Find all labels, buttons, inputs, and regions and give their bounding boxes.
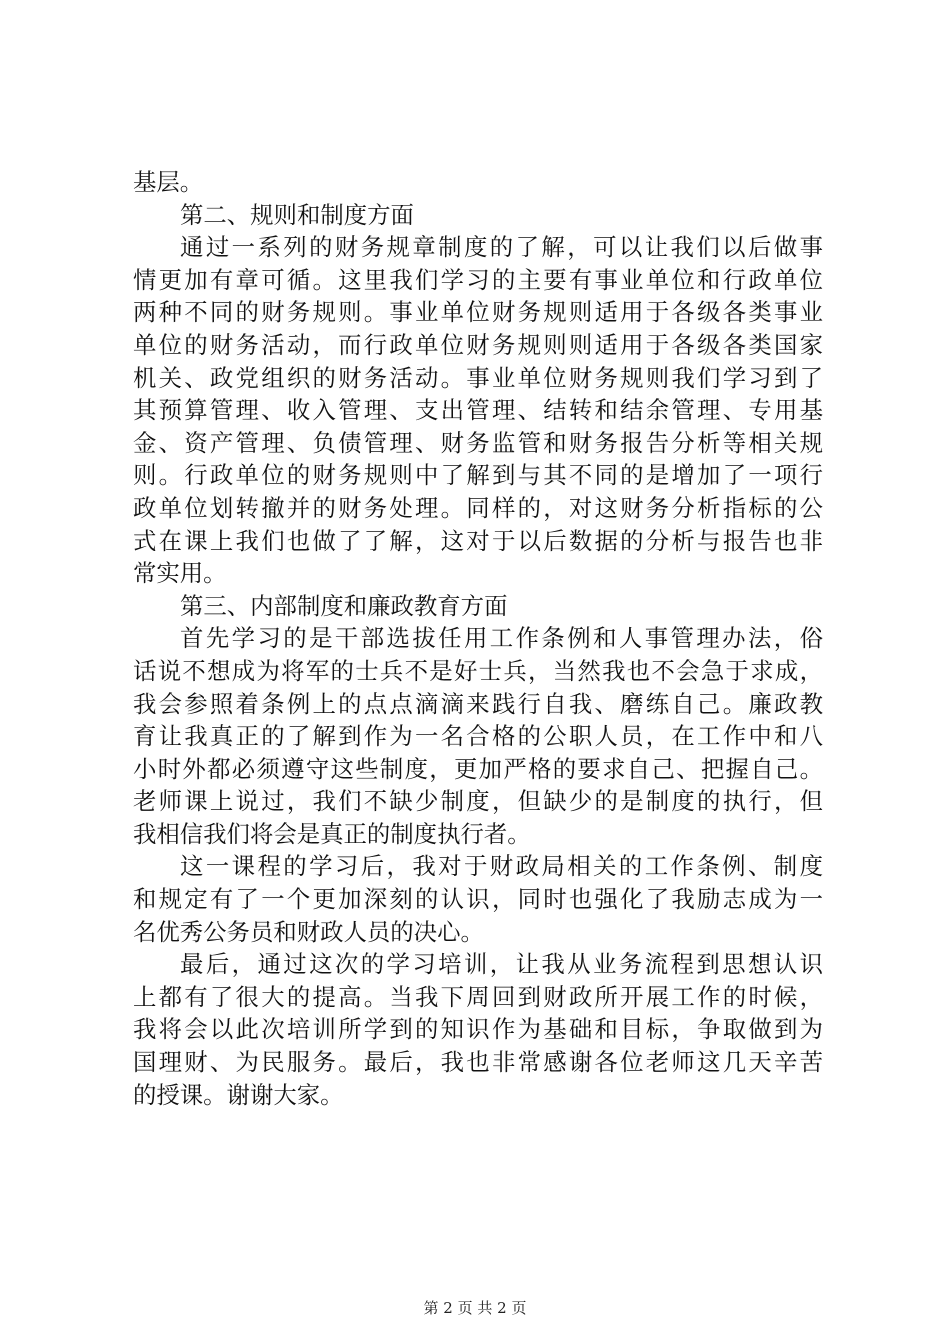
text-line: 基层。 <box>133 168 204 196</box>
text-line: 老师课上说过，我们不缺少制度，但缺少的是制度的执行，但 <box>133 787 823 816</box>
text-line: 常实用。 <box>133 559 227 588</box>
text-line: 最后，通过这次的学习培训，让我从业务流程到思想认识 <box>180 950 823 979</box>
text-line: 两种不同的财务规则。事业单位财务规则适用于各级各类事业 <box>133 298 823 327</box>
text-line: 国理财、为民服务。最后，我也非常感谢各位老师这几天辛苦 <box>133 1048 823 1077</box>
text-line: 和规定有了一个更加深刻的认识，同时也强化了我励志成为一 <box>133 885 823 914</box>
text-line: 机关、政党组织的财务活动。事业单位财务规则我们学习到了 <box>133 363 823 392</box>
text-line: 金、资产管理、负债管理、财务监管和财务报告分析等相关规 <box>133 428 823 457</box>
text-line: 其预算管理、收入管理、支出管理、结转和结余管理、专用基 <box>133 396 823 425</box>
text-line: 我会参照着条例上的点点滴滴来践行自我、磨练自己。廉政教 <box>133 689 823 718</box>
text-line: 首先学习的是干部选拔任用工作条例和人事管理办法，俗 <box>180 624 823 653</box>
text-line: 我相信我们将会是真正的制度执行者。 <box>133 819 531 848</box>
text-line: 育让我真正的了解到作为一名合格的公职人员，在工作中和八 <box>133 722 823 751</box>
text-line: 小时外都必须遵守这些制度，更加严格的要求自己、把握自己。 <box>133 754 823 783</box>
text-line: 话说不想成为将军的士兵不是好士兵，当然我也不会急于求成， <box>133 656 823 685</box>
text-line: 上都有了很大的提高。当我下周回到财政所开展工作的时候， <box>133 982 823 1011</box>
text-line: 第二、规则和制度方面 <box>180 200 414 229</box>
text-line: 政单位划转撤并的财务处理。同样的，对这财务分析指标的公 <box>133 493 823 522</box>
text-line: 单位的财务活动，而行政单位财务规则则适用于各级各类国家 <box>133 330 823 359</box>
text-line: 情更加有章可循。这里我们学习的主要有事业单位和行政单位 <box>133 265 823 294</box>
text-line: 通过一系列的财务规章制度的了解，可以让我们以后做事 <box>180 233 823 262</box>
text-line: 第三、内部制度和廉政教育方面 <box>180 591 508 620</box>
text-line: 名优秀公务员和财政人员的决心。 <box>133 917 484 946</box>
page-number-footer: 第 2 页 共 2 页 <box>423 1299 527 1317</box>
text-line: 式在课上我们也做了了解，这对于以后数据的分析与报告也非 <box>133 526 823 555</box>
text-line: 这一课程的学习后，我对于财政局相关的工作条例、制度 <box>180 852 823 881</box>
document-body <box>133 166 823 1111</box>
text-line: 则。行政单位的财务规则中了解到与其不同的是增加了一项行 <box>133 461 823 490</box>
text-line: 的授课。谢谢大家。 <box>133 1080 344 1109</box>
text-line: 我将会以此次培训所学到的知识作为基础和目标，争取做到为 <box>133 1015 823 1044</box>
